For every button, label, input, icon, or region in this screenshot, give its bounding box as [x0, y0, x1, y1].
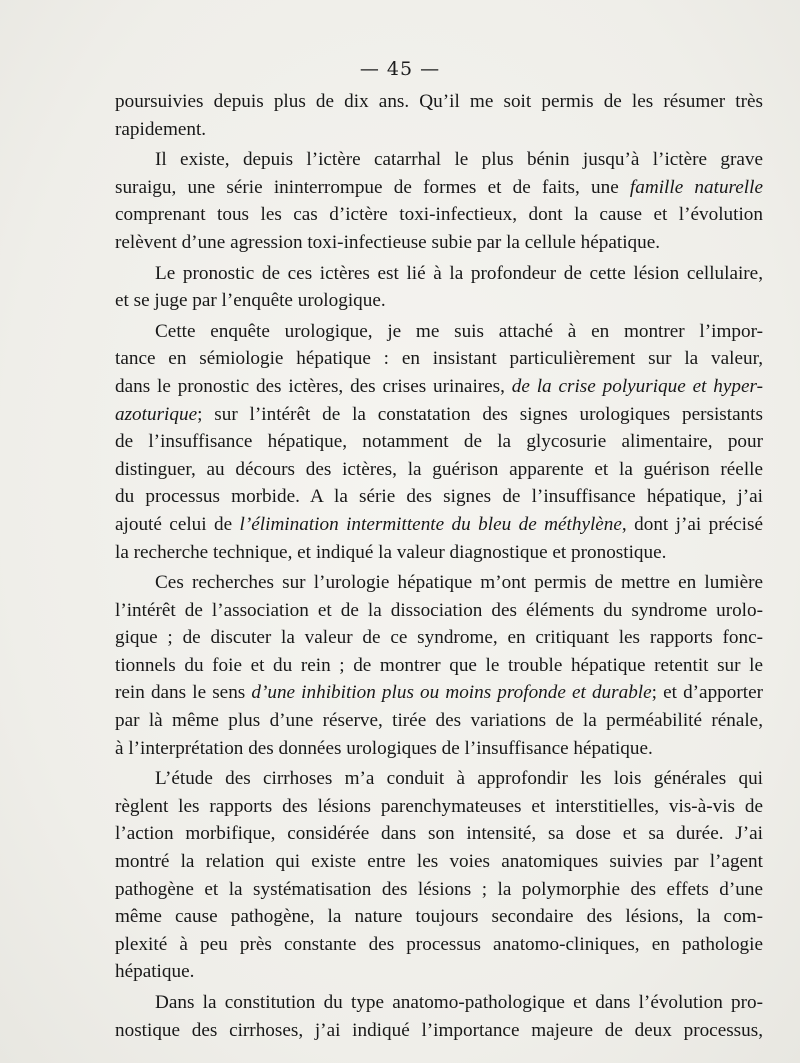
paragraph: [115, 318, 763, 566]
paragraph: [115, 765, 763, 986]
text-line: et se juge par l’enquête urologique.: [115, 290, 386, 312]
italic-phrase: de la crise polyurique et hyper-: [511, 375, 763, 397]
text-line: du processus morbide. A la série des signes de l’insuffisance hépatique, j’ai: [115, 486, 763, 508]
text-line: tance en sémiologie hépatique : en insistant particulièrement sur la valeur,: [115, 348, 763, 370]
text-line: Il existe, depuis l’ictère catarrhal le plus bénin jusqu’à l’ictère grave: [155, 149, 763, 171]
paragraph: [115, 569, 763, 762]
text-line: Dans la constitution du type anatomo-pathologique et dans l’évolution pro-: [155, 992, 763, 1013]
text-line: l’intérêt de l’association et de la dissociation des éléments du syndrome urolo-: [115, 599, 763, 621]
text-line: Le pronostic de ces ictères est lié à la profondeur de cette lésion cellulaire,: [155, 262, 763, 284]
italic-phrase: famille naturelle: [629, 176, 763, 198]
italic-phrase: d’une inhibition plus ou moins profonde et durable: [251, 682, 652, 704]
paragraph: [115, 989, 763, 1044]
italic-phrase: azoturique: [115, 403, 198, 425]
text-line: L’étude des cirrhoses m’a conduit à approfondir les lois générales qui: [155, 768, 763, 790]
text-line: Cette enquête urologique, je me suis attaché à en montrer l’impor-: [155, 320, 763, 342]
text-line: à l’interprétation des données urologiques de l’insuffisance hépatique.: [115, 737, 653, 759]
text-line: la recherche technique, et indiqué la valeur diagnostique et pronostique.: [115, 541, 667, 563]
text-line: azoturique; sur l’intérêt de la constatation des signes urologiques persistants: [115, 403, 763, 425]
text-line: hépatique.: [115, 961, 195, 983]
text-line: dans le pronostic des ictères, des crises urinaires, de la crise polyurique et hyper-: [115, 375, 763, 397]
text-line: par là même plus d’une réserve, tirée des variations de la perméabilité rénale,: [115, 710, 763, 732]
text-line: règlent les rapports des lésions parenchymateuses et interstitielles, vis-à-vis de: [115, 795, 763, 817]
paragraph: [115, 146, 763, 256]
text-line: l’action morbifique, considérée dans son intensité, sa dose et sa durée. J’ai: [115, 823, 763, 845]
page-number: — 45 —: [359, 58, 441, 80]
text-line: distinguer, au décours des ictères, la guérison apparente et la guérison réelle: [115, 458, 763, 480]
text-line: Ces recherches sur l’urologie hépatique m’ont permis de mettre en lumière: [155, 572, 763, 594]
text-line: ajouté celui de l’élimination intermittente du bleu de méthylène, dont j’ai précisé: [115, 513, 763, 535]
text-line: de l’insuffisance hépatique, notamment de la glycosurie alimentaire, pour: [115, 431, 763, 453]
text-line: rapidement.: [115, 118, 207, 140]
text-line: tionnels du foie et du rein ; de montrer que le trouble hépatique retentit sur le: [115, 654, 763, 676]
text-line: montré la relation qui existe entre les voies anatomiques suivies par l’agent: [115, 851, 763, 873]
text-line: nostique des cirrhoses, j’ai indiqué l’importance majeure de deux processus,: [115, 1019, 763, 1041]
text-line: pathogène et la systématisation des lésions ; la polymorphie des effets d’une: [115, 878, 763, 900]
text-line: relèvent d’une agression toxi-infectieuse subie par la cellule hépatique.: [115, 231, 661, 253]
text-line: poursuivies depuis plus de dix ans. Qu’il me soit permis de les résumer très: [115, 91, 763, 112]
italic-phrase: l’élimination intermittente du bleu de méthylène: [239, 513, 622, 535]
text-line: rein dans le sens d’une inhibition plus ou moins profonde et durable; et d’apporter: [115, 682, 763, 704]
text-line: plexité à peu près constante des processus anatomo-cliniques, en pathologie: [115, 933, 763, 955]
text-line: même cause pathogène, la nature toujours secondaire des lésions, la com-: [115, 906, 763, 928]
paragraph: [115, 260, 763, 315]
paragraph: [115, 88, 763, 143]
text-line: gique ; de discuter la valeur de ce syndrome, en critiquant les rapports fonc-: [115, 627, 763, 649]
text-line: comprenant tous les cas d’ictère toxi-infectieux, dont la cause et l’évolution: [115, 204, 763, 226]
body-text: [115, 88, 763, 1044]
text-line: suraigu, une série ininterrompue de formes et de faits, une famille naturelle: [115, 176, 763, 198]
